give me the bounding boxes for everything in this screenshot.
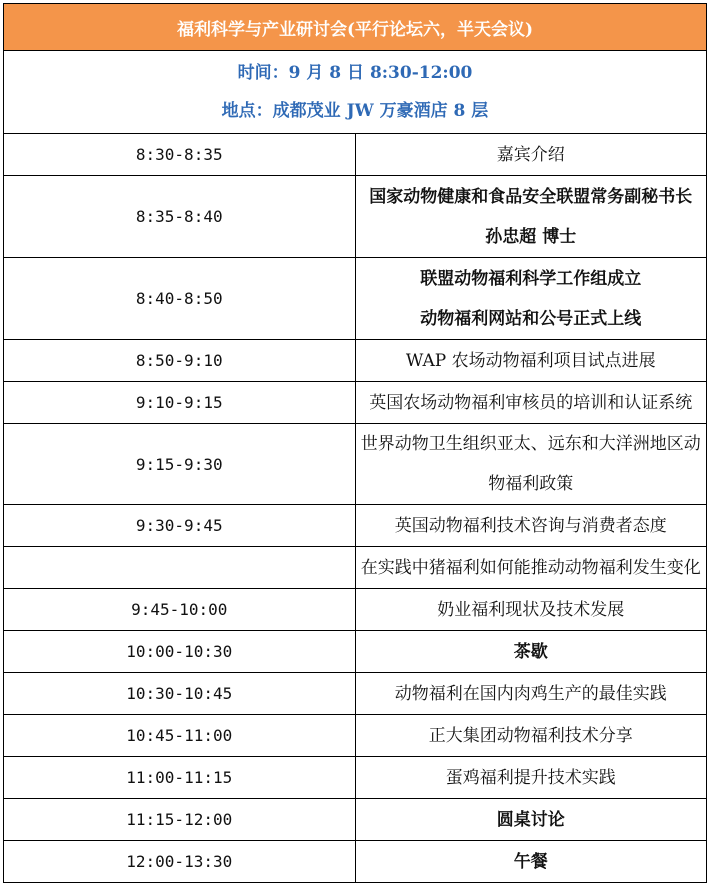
info-cell: [4, 51, 707, 134]
schedule-topic: [355, 715, 707, 757]
time-info: 时间：9 月 8 日 8:30-12:00: [237, 63, 473, 83]
schedule-topic: [355, 547, 707, 589]
schedule-topic: [355, 757, 707, 799]
schedule-row: [4, 424, 707, 505]
schedule-row: [4, 715, 707, 757]
schedule-row: [4, 134, 707, 176]
topic-line: 动物福利网站和公号正式上线: [420, 308, 642, 329]
topic-line: 联盟动物福利科学工作组成立: [420, 268, 642, 289]
topic-line: 正大集团动物福利技术分享: [428, 725, 633, 746]
schedule-time: 8:35-8:40: [4, 176, 356, 258]
schedule-time: 8:50-9:10: [4, 340, 356, 382]
topic-line: 圆桌讨论: [496, 809, 565, 830]
topic-line: 茶歇: [513, 641, 548, 662]
topic-line: 孙忠超 博士: [485, 226, 577, 247]
agenda-table: [3, 3, 707, 883]
schedule-time: 10:00-10:30: [4, 631, 356, 673]
schedule-row: [4, 176, 707, 258]
schedule-time: 12:00-13:30: [4, 841, 356, 883]
topic-line: 动物福利在国内肉鸡生产的最佳实践: [394, 683, 667, 704]
schedule-time: 8:40-8:50: [4, 258, 356, 340]
title-row: [4, 4, 707, 51]
schedule-time: 10:45-11:00: [4, 715, 356, 757]
topic-line: 嘉宾介绍: [496, 144, 565, 165]
schedule-topic: [355, 340, 707, 382]
agenda-title: 福利科学与产业研讨会(平行论坛六，半天会议): [4, 4, 707, 51]
schedule-topic: [355, 505, 707, 547]
schedule-time: 11:00-11:15: [4, 757, 356, 799]
location-info: 地点：成都茂业 JW 万豪酒店 8 层: [221, 101, 489, 121]
topic-line: 世界动物卫生组织亚太、远东和大洋洲地区动物福利政策: [360, 434, 701, 494]
schedule-time: 11:15-12:00: [4, 799, 356, 841]
schedule-row: [4, 841, 707, 883]
schedule-row: [4, 589, 707, 631]
schedule-topic: [355, 258, 707, 340]
schedule-row: [4, 673, 707, 715]
schedule-topic: [355, 631, 707, 673]
schedule-topic: [355, 424, 707, 505]
schedule-topic: [355, 176, 707, 258]
topic-line: 国家动物健康和食品安全联盟常务副秘书长: [369, 186, 693, 207]
schedule-row: [4, 799, 707, 841]
topic-line: 奶业福利现状及技术发展: [437, 599, 625, 620]
schedule-time: 9:15-9:30: [4, 424, 356, 505]
schedule-topic: [355, 382, 707, 424]
schedule-row: [4, 757, 707, 799]
schedule-time: [4, 547, 356, 589]
schedule-topic: [355, 589, 707, 631]
topic-line: 蛋鸡福利提升技术实践: [445, 767, 616, 788]
topic-line: 英国动物福利技术咨询与消费者态度: [394, 515, 667, 536]
schedule-row: [4, 382, 707, 424]
schedule-row: [4, 505, 707, 547]
schedule-row: [4, 547, 707, 589]
schedule-topic: [355, 673, 707, 715]
schedule-topic: [355, 799, 707, 841]
schedule-time: 9:30-9:45: [4, 505, 356, 547]
topic-line: 在实践中猪福利如何能推动动物福利发生变化: [360, 557, 701, 578]
schedule-time: 8:30-8:35: [4, 134, 356, 176]
schedule-time: 9:10-9:15: [4, 382, 356, 424]
schedule-row: [4, 340, 707, 382]
schedule-row: [4, 258, 707, 340]
schedule-row: [4, 631, 707, 673]
schedule-topic: [355, 841, 707, 883]
schedule-topic: [355, 134, 707, 176]
schedule-time: 10:30-10:45: [4, 673, 356, 715]
topic-line: 英国农场动物福利审核员的培训和认证系统: [369, 392, 693, 413]
topic-line: WAP 农场动物福利项目试点进展: [405, 350, 656, 371]
topic-line: 午餐: [513, 851, 548, 872]
info-row: [4, 51, 707, 134]
schedule-time: 9:45-10:00: [4, 589, 356, 631]
